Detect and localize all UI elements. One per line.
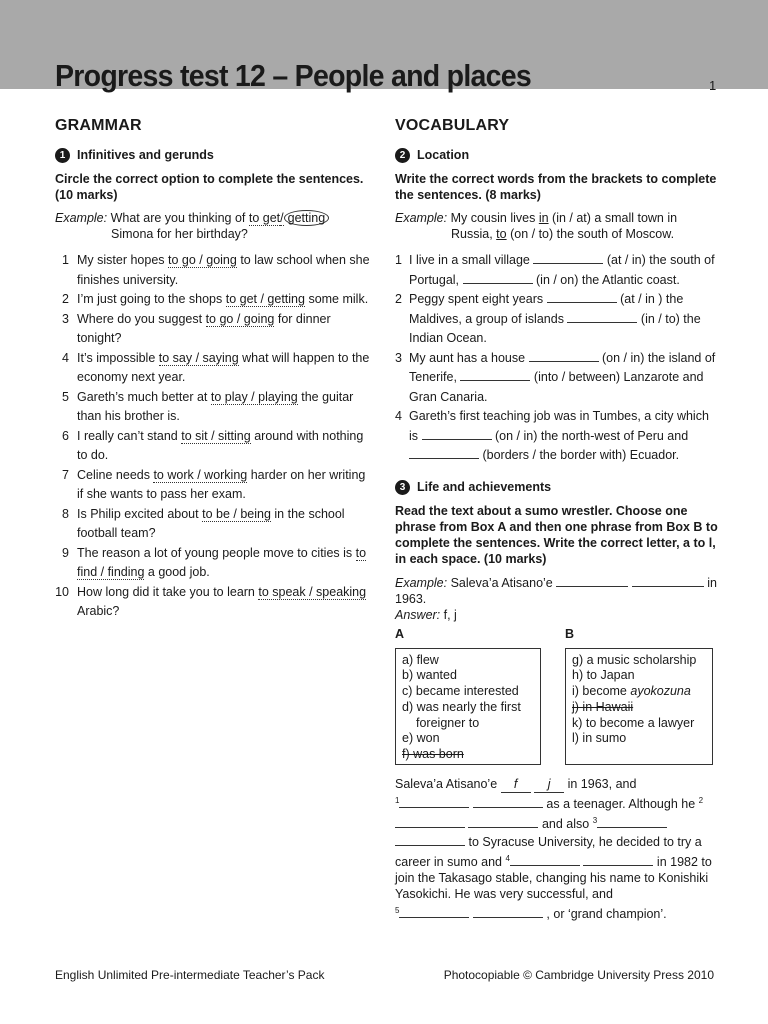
answer-blank[interactable] (422, 427, 492, 440)
box-b: g) a music scholarship h) to Japan i) become ayokozuna j) in Hawaii k) to become a lawyer l) in sumo (565, 648, 713, 765)
footer-right: Photocopiable © Cambridge University Press 2010 (443, 968, 714, 982)
list-item: 3 Where do you suggest to go / going for dinner tonight? (62, 311, 331, 345)
exercise-title: Location (417, 147, 470, 162)
box-a-label: A (395, 627, 405, 641)
list-item: 6 I really can’t stand to sit / sitting around with nothing to do. (62, 428, 364, 462)
example-option-1: to get (248, 211, 281, 225)
exercise-2-heading (395, 146, 720, 166)
page-title: Progress test 12 – People and places (55, 58, 532, 93)
answer-blank[interactable] (463, 271, 533, 284)
exercise-3-heading (395, 478, 720, 498)
option-choice[interactable]: to play / playing (210, 389, 298, 404)
list-item: 4 It’s impossible to say / saying what will happen to the economy next year. (62, 350, 370, 384)
answer-blank[interactable] (473, 795, 543, 808)
phrase-boxes (395, 625, 720, 765)
answer-blank[interactable] (399, 905, 469, 918)
answer-blank[interactable] (395, 815, 465, 828)
option-choice[interactable]: to be / being (202, 506, 271, 521)
list-item: 7 Celine needs to work / working harder on her writing if she wants to pass her exam. (62, 467, 366, 501)
location-items (395, 251, 720, 466)
option-choice[interactable]: to speak / speaking (258, 584, 367, 599)
answer-blank[interactable] (597, 815, 667, 828)
list-item: 1 I live in a small village (at / in) the south of Portugal, (in / on) the Atlantic coast. (395, 253, 715, 287)
exercise-1-heading (55, 146, 375, 166)
option-choice[interactable]: to sit / sitting (181, 428, 251, 443)
option-choice[interactable]: to get / getting (225, 292, 305, 306)
list-item: 9 The reason a lot of young people move to cities is to find / finding a good job. (62, 545, 367, 579)
option-choice[interactable]: to say / saying (158, 350, 239, 365)
grammar-items (55, 251, 375, 622)
list-item: 10 How long did it take you to learn to speak / speaking Arabic? (55, 584, 367, 618)
list-item: 5 Gareth’s much better at to play / playing the guitar than his brother is. (62, 389, 354, 423)
box-a-column (395, 625, 541, 765)
list-item: 4 Gareth’s first teaching job was in Tumbes, a city which is (on / in) the north-west of Peru and (borders / the border with) Ecuador. (395, 409, 709, 462)
example-label: Example: (55, 211, 108, 225)
example-text-line2: Simona for her birthday? (111, 227, 248, 241)
box-a: a) flew b) wanted c) became interested d) was nearly the first foreigner to e) won f) was born (395, 648, 541, 765)
footer-left: English Unlimited Pre-intermediate Teacher’s Pack (55, 968, 325, 982)
answer-blank (632, 574, 704, 587)
example-fill: j (534, 777, 564, 794)
example-text: What are you thinking of (110, 211, 246, 225)
example-label: Example: (395, 211, 448, 225)
list-item: 3 My aunt has a house (on / in) the island of Tenerife, (into / between) Lanzarote and Gran Canaria. (395, 350, 716, 404)
example-label: Example: (395, 576, 448, 590)
exercise-instruction: Circle the correct option to complete the sentences. (10 marks) (55, 172, 364, 202)
answer-blank[interactable] (533, 251, 603, 264)
exercise-number-badge: 2 (395, 148, 410, 163)
option-choice[interactable]: to find / finding (77, 545, 367, 579)
example-fill: f (501, 777, 531, 794)
answer-blank[interactable] (409, 446, 479, 459)
grammar-heading: GRAMMAR (55, 117, 142, 134)
answer-value: f, j (443, 608, 457, 622)
answer-blank[interactable] (395, 833, 465, 846)
example-sep: / (280, 211, 284, 225)
used-phrase: j) in Hawaii (572, 699, 634, 714)
option-choice[interactable]: to go / going (168, 253, 237, 267)
gap-fill-text: Saleva’a Atisano’e f j in 1963, and $^1$ as a teenager. Although he $^2$ and also $^3$ to Syracuse University, he decided to try a career in sumo and $^4$ in 1982 to join the Takasago stable, changing his name to Konishiki Yasokichi. He was very successful, and $^5$ , or ‘grand champion’. (395, 776, 712, 921)
answer-blank[interactable] (399, 795, 469, 808)
answer-blank[interactable] (510, 853, 580, 866)
exercise-title: Life and achievements (417, 479, 552, 494)
option-choice[interactable]: to work / working (153, 467, 248, 482)
exercise-title: Infinitives and gerunds (77, 147, 214, 162)
list-item: 2 Peggy spent eight years (at / in ) the Maldives, a group of islands (in / to) the Indian Ocean. (395, 292, 701, 345)
page-number: 1 (709, 78, 717, 93)
option-choice[interactable]: to go / going (205, 311, 275, 326)
example-answer: to (496, 227, 507, 241)
example: Example: Saleva’a Atisano’e in 1963. Answer: f, j (395, 576, 717, 622)
answer-label: Answer: (395, 608, 441, 622)
used-phrase: f) was born (402, 747, 464, 762)
exercise-instruction: Read the text about a sumo wrestler. Choose one phrase from Box A and then one phrase from Box B to complete the sentences. Write the correct letter, a to l, in each space. (10 marks) (395, 504, 718, 566)
list-item: 1 My sister hopes to go / going to law school when she finishes university. (62, 253, 370, 287)
exercise-number-badge: 1 (55, 148, 70, 163)
list-item: 8 Is Philip excited about to be / being in the school football team? (62, 506, 345, 540)
answer-blank[interactable] (473, 905, 543, 918)
list-item: 2 I’m just going to the shops to get / getting some milk. (62, 292, 369, 306)
example (55, 210, 375, 242)
example-option-circled: getting (284, 210, 330, 226)
box-b-column (565, 625, 713, 765)
answer-blank[interactable] (547, 290, 617, 303)
example: Example: My cousin lives in (in / at) a small town in Russia, to (on / to) the south of Moscow. (395, 211, 678, 241)
example-answer: in (538, 211, 549, 225)
vocabulary-heading: VOCABULARY (395, 117, 510, 134)
answer-blank[interactable] (468, 815, 538, 828)
answer-blank[interactable] (460, 368, 530, 381)
exercise-instruction: Write the correct words from the brackets to complete the sentences. (8 marks) (395, 172, 717, 202)
answer-blank[interactable] (529, 349, 599, 362)
exercise-number-badge: 3 (395, 480, 410, 495)
answer-blank[interactable] (567, 310, 637, 323)
answer-blank (556, 574, 628, 587)
vocabulary-column (395, 116, 720, 923)
answer-blank[interactable] (583, 853, 653, 866)
box-b-label: B (565, 627, 575, 641)
grammar-column (55, 116, 375, 622)
